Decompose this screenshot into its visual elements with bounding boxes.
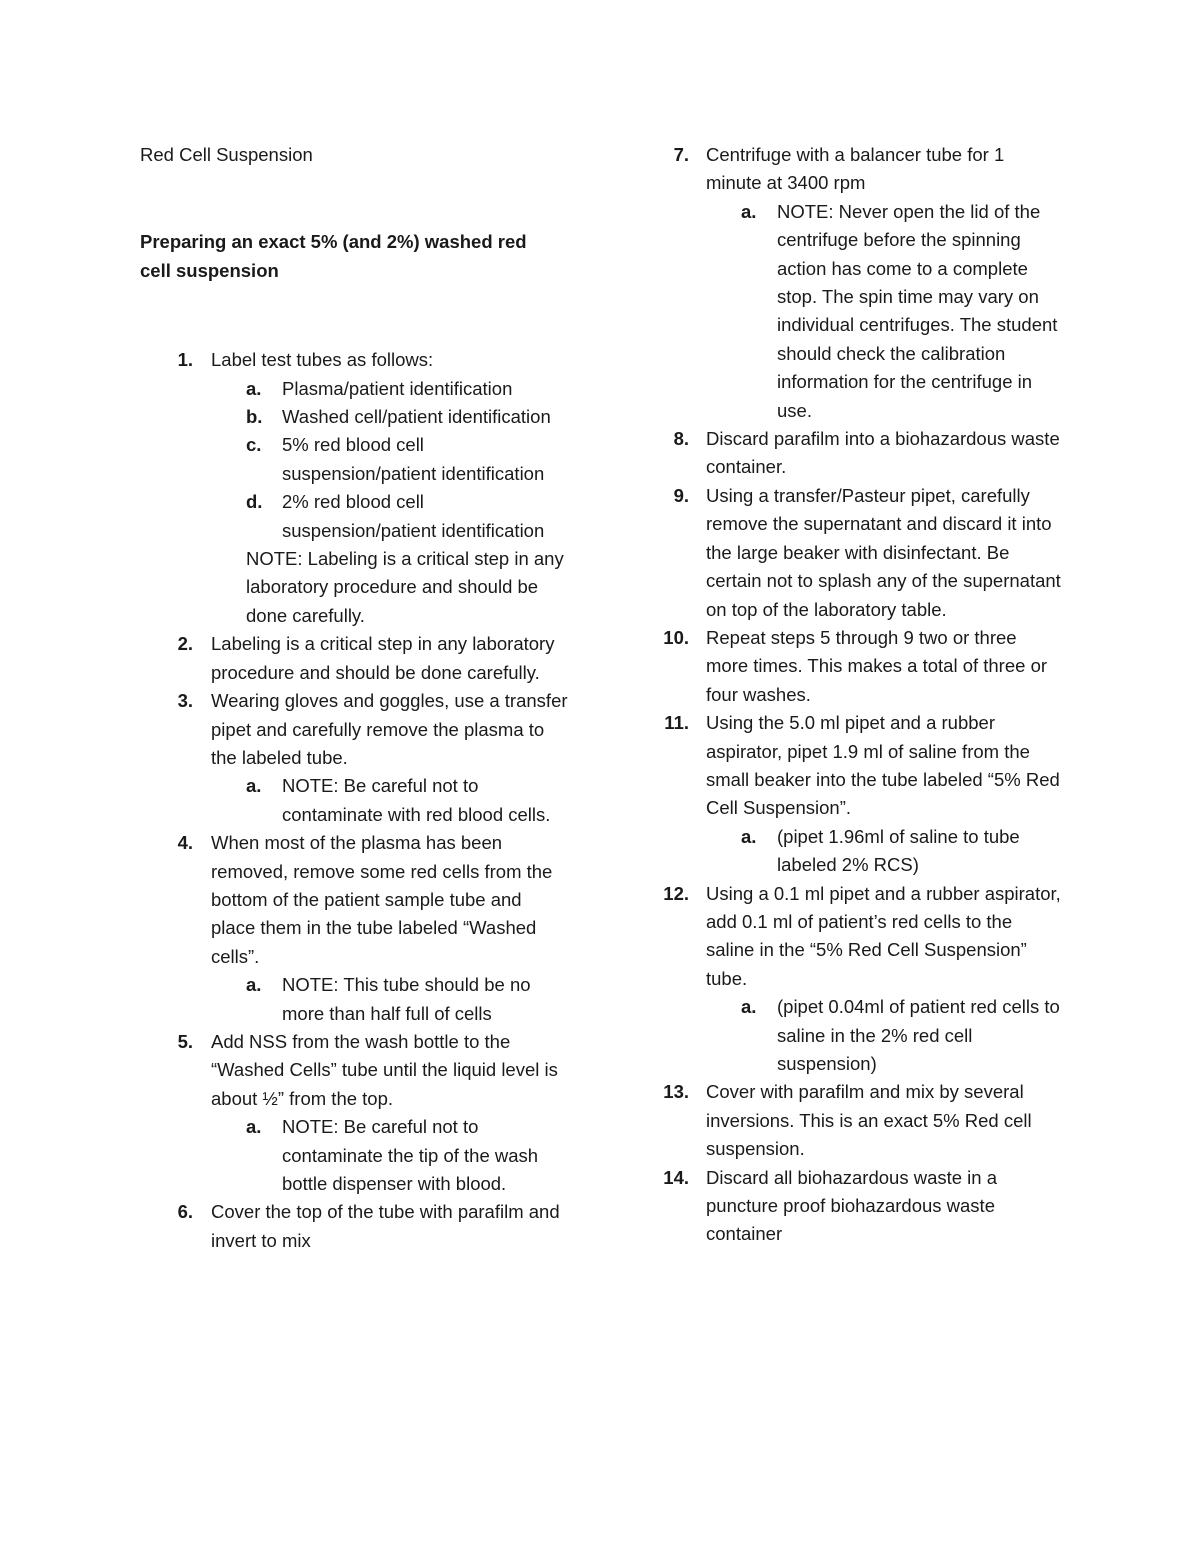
substep (211, 488, 570, 545)
step-1 (140, 346, 570, 630)
step-number: 9. (673, 484, 689, 506)
step-10 (663, 624, 1061, 709)
substep-text: (pipet 1.96ml of saline to tube labeled 2% RCS) (777, 825, 1020, 876)
substep (706, 823, 1061, 880)
step-9 (669, 482, 1061, 624)
substeps-list (211, 375, 570, 545)
substep-text: Washed cell/patient identification (282, 406, 551, 428)
step-text: Add NSS from the wash bottle to the “Washed Cells” tube until the liquid level is about ½” from the top. (211, 1030, 558, 1109)
step-text: Label test tubes as follows: (211, 349, 434, 371)
step-text: Centrifuge with a balancer tube for 1 minute at 3400 rpm (706, 144, 1005, 194)
step-number: 12. (663, 882, 689, 904)
step-number: 14. (663, 1166, 689, 1188)
substep (211, 431, 570, 488)
substep-letter: a. (741, 825, 757, 847)
step-11 (664, 709, 1061, 879)
substeps-list (211, 971, 570, 1028)
step-text: Cover the top of the tube with parafilm and invert to mix (211, 1201, 560, 1251)
substep (211, 971, 570, 1028)
step-number: 3. (177, 690, 193, 712)
step-number: 13. (663, 1081, 689, 1103)
substep-letter: a. (741, 996, 757, 1018)
step-text: Wearing gloves and goggles, use a transfer pipet and carefully remove the plasma to the labeled tube. (211, 690, 568, 768)
step-number: 10. (663, 626, 689, 648)
step-text: Cover with parafilm and mix by several inversions. This is an exact 5% Red cell suspension. (706, 1081, 1032, 1160)
substep-letter: b. (246, 406, 263, 428)
substep-letter: d. (246, 491, 263, 513)
steps-list-right (663, 141, 1061, 1249)
substeps-list (211, 772, 570, 829)
step-text: When most of the plasma has been removed, remove some red cells from the bottom of the patient sample tube and place them in the tube labeled “Washed cells”. (211, 832, 553, 967)
right-column (663, 141, 1061, 1249)
substep-text: NOTE: Be careful not to contaminate the tip of the wash bottle dispenser with blood. (282, 1116, 539, 1194)
step-number: 1. (177, 349, 193, 371)
step-text: Using a transfer/Pasteur pipet, carefully remove the supernatant and discard it into the large beaker with disinfectant. Be certain not to splash any of the supernatant on top of the laboratory table. (706, 484, 1061, 620)
step-3 (140, 687, 570, 829)
step-number: 6. (177, 1201, 193, 1223)
substep-text: NOTE: Be careful not to contaminate with red blood cells. (282, 775, 551, 825)
document-title: Red Cell Suspension (140, 144, 313, 165)
document-subtitle: Preparing an exact 5% (and 2%) washed red cell suspension (140, 231, 527, 281)
substep-text: NOTE: This tube should be no more than half full of cells (282, 974, 531, 1024)
substeps-list (706, 198, 1061, 425)
substep (706, 993, 1061, 1078)
step-number: 4. (177, 832, 193, 854)
step-6 (140, 1198, 570, 1255)
substep-text: Plasma/patient identification (282, 377, 513, 399)
step-number: 2. (177, 633, 193, 655)
substep (211, 772, 570, 829)
step-text: Discard all biohazardous waste in a puncture proof biohazardous waste container (706, 1166, 998, 1245)
substeps-list (211, 1113, 570, 1198)
step-text: Labeling is a critical step in any laboratory procedure and should be done carefully. (211, 633, 555, 683)
step-7 (669, 141, 1061, 425)
step-number: 8. (673, 428, 689, 450)
substep-letter: a. (246, 775, 262, 797)
step-4 (140, 829, 570, 1028)
substep (211, 375, 570, 403)
step-text: Discard parafilm into a biohazardous waste container. (706, 428, 1060, 478)
substep (211, 1113, 570, 1198)
substep-letter: a. (246, 377, 262, 399)
step-8 (669, 425, 1061, 482)
substep-text: (pipet 0.04ml of patient red cells to saline in the 2% red cell suspension) (777, 996, 1060, 1074)
substep-text: 2% red blood cell suspension/patient identification (282, 491, 545, 541)
substep-letter: a. (246, 974, 262, 996)
step-14 (663, 1164, 1061, 1249)
substep-letter: c. (246, 434, 262, 456)
steps-list-left (140, 346, 570, 1255)
substeps-list (706, 993, 1061, 1078)
substep-text: 5% red blood cell suspension/patient identification (282, 434, 545, 484)
step-12 (663, 880, 1061, 1079)
substep (706, 198, 1061, 425)
left-column (140, 141, 570, 1255)
substep-letter: a. (741, 200, 757, 222)
step-2 (140, 630, 570, 687)
step-text: Using a 0.1 ml pipet and a rubber aspirator, add 0.1 ml of patient’s red cells to the saline in the “5% Red Cell Suspension” tube. (706, 882, 1061, 989)
step-number: 7. (673, 144, 689, 165)
step-number: 5. (177, 1030, 193, 1052)
step-13 (663, 1078, 1061, 1163)
step-note: NOTE: Labeling is a critical step in any laboratory procedure and should be done carefully. (246, 548, 564, 626)
step-number: 11. (664, 712, 689, 734)
substep-letter: a. (246, 1116, 262, 1138)
substep (211, 403, 570, 431)
step-5 (140, 1028, 570, 1198)
step-text: Repeat steps 5 through 9 two or three more times. This makes a total of three or four washes. (706, 626, 1048, 705)
substeps-list (706, 823, 1061, 880)
step-text: Using the 5.0 ml pipet and a rubber aspirator, pipet 1.9 ml of saline from the small beaker into the tube labeled “5% Red Cell Suspension”. (706, 712, 1060, 819)
substep-text: NOTE: Never open the lid of the centrifuge before the spinning action has come to a complete stop. The spin time may vary on individual centrifuges. The student should check the calibration information for the centrifuge in use. (777, 200, 1058, 421)
